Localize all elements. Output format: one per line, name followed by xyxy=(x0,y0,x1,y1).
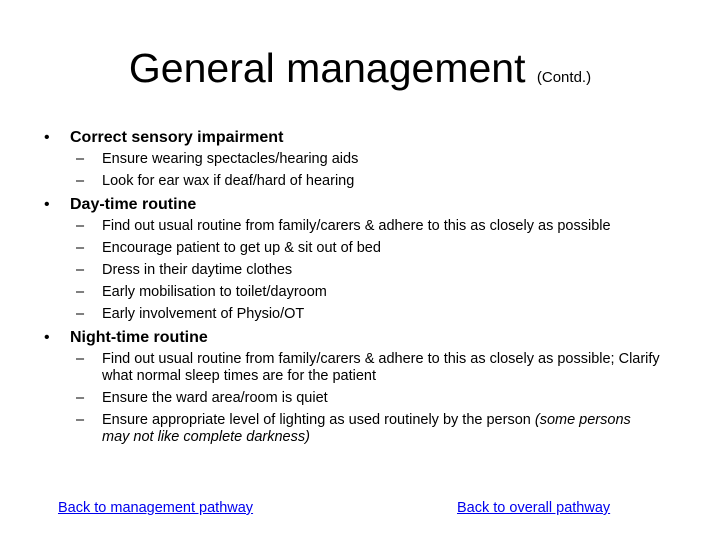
dash-icon: – xyxy=(76,284,85,300)
sub-bullet-text: Ensure appropriate level of lighting as used routinely by the person xyxy=(102,412,535,428)
bullet-heading xyxy=(42,128,662,148)
sub-bullet-text: Find out usual routine from family/carers & adhere to this as closely as possible; Clarify what normal sleep times are for the patient xyxy=(102,351,660,384)
dash-icon: – xyxy=(76,218,85,234)
dash-icon: – xyxy=(76,306,85,322)
sub-bullet-text: Dress in their daytime clothes xyxy=(102,262,293,278)
sub-bullet xyxy=(42,218,662,235)
sub-bullet-text: Early involvement of Physio/OT xyxy=(102,306,305,322)
sub-bullet-text: Encourage patient to get up & sit out of bed xyxy=(102,240,381,256)
sub-bullet-text: Ensure the ward area/room is quiet xyxy=(102,390,328,406)
sub-bullet-text: Early mobilisation to toilet/dayroom xyxy=(102,284,327,300)
sub-bullet xyxy=(42,151,662,168)
sub-bullet xyxy=(42,173,662,190)
sub-bullet xyxy=(42,240,662,257)
bullet-icon: • xyxy=(44,329,50,346)
sub-bullet xyxy=(42,351,662,385)
back-to-overall-link[interactable]: Back to overall pathway xyxy=(457,500,611,516)
sub-bullet-text: Look for ear wax if deaf/hard of hearing xyxy=(102,173,355,189)
slide-title xyxy=(0,40,720,106)
section-heading: Day-time routine xyxy=(70,196,197,213)
dash-icon: – xyxy=(76,390,85,406)
bullet-heading xyxy=(42,195,662,215)
title-main: General management xyxy=(128,45,526,91)
sub-bullet xyxy=(42,306,662,323)
title-subtitle: (Contd.) xyxy=(536,69,592,86)
dash-icon: – xyxy=(76,351,85,367)
sub-bullet-text: Ensure wearing spectacles/hearing aids xyxy=(102,151,359,167)
dash-icon: – xyxy=(76,240,85,256)
bullet-icon: • xyxy=(44,129,50,146)
sub-bullet xyxy=(42,284,662,301)
back-to-management-link[interactable]: Back to management pathway xyxy=(58,500,254,516)
dash-icon: – xyxy=(76,262,85,278)
section-heading: Correct sensory impairment xyxy=(70,129,284,146)
dash-icon: – xyxy=(76,412,85,428)
sub-bullet-text: Find out usual routine from family/carers & adhere to this as closely as possible xyxy=(102,218,611,234)
dash-icon: – xyxy=(76,151,85,167)
bullet-heading xyxy=(42,328,662,348)
bullet-list xyxy=(42,128,662,451)
sub-bullet xyxy=(42,262,662,279)
section-heading: Night-time routine xyxy=(70,329,208,346)
sub-bullet-italic-note: (some persons may not like complete darkness) xyxy=(102,412,631,445)
sub-bullet xyxy=(42,390,662,407)
bullet-icon: • xyxy=(44,196,50,213)
sub-bullet xyxy=(42,412,662,446)
dash-icon: – xyxy=(76,173,85,189)
